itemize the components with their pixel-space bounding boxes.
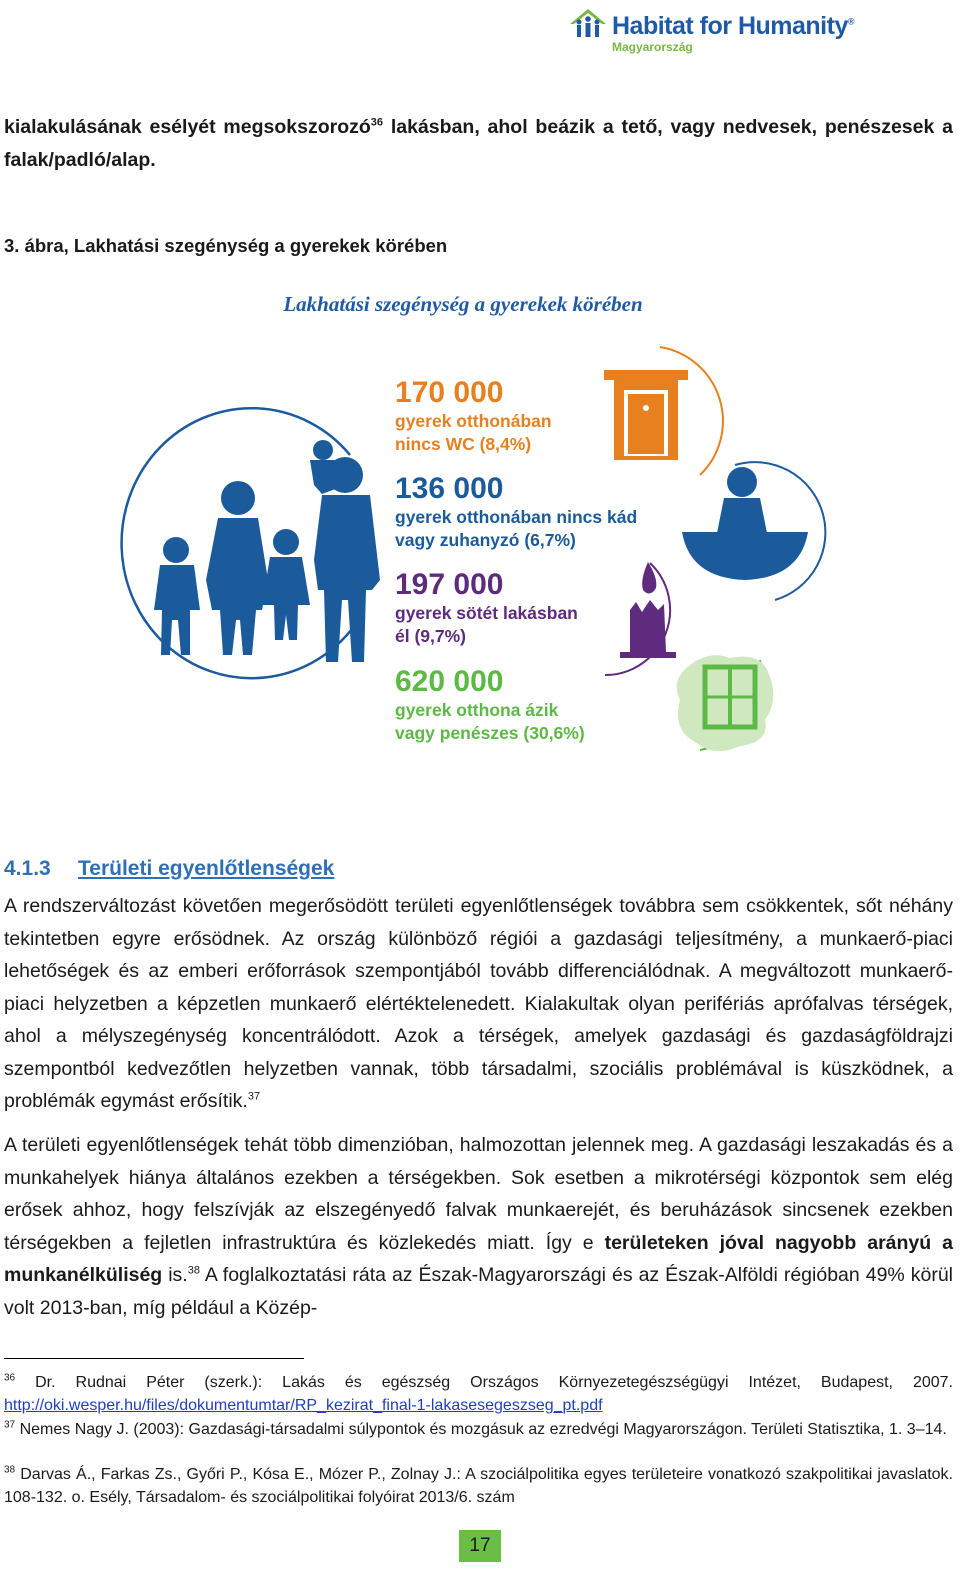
house-people-icon xyxy=(568,6,608,46)
habitat-logo xyxy=(568,6,878,58)
stat-damp-home: 620 000 gyerek otthona ázik vagy penészes (30,6%) xyxy=(395,665,585,743)
intro-paragraph: kialakulásának esélyét megsokszorozó$^{36}$ lakásban, ahol beázik a tető, vagy nedvesek, penészesek a falak/padló/alap. xyxy=(4,116,953,171)
body-paragraph-1: A rendszerváltozást követően megerősödött területi egyenlőtlenségek továbbra sem csökkentek, sőt néhány tekintetben egyre erősödnek. Az ország különböző régiói a gazdasági teljesítmény, a munkaerő-piaci lehetőségek és az emberi erőforrások szempontjából tovább differenciálódnak. A megváltozott munkaerő-piaci helyzetben a képzetlen munkaerő elértéktelenedett. Kialakultak olyan perifériás aprófalvas térségek, ahol a mélyszegénység koncentrálódott. Azok a térségek, amelyek gazdasági és gazdaságföldrajzi szempontból kedvezőtlen helyzetben vannak, több társadalmi, szociális problémával is küszködnek, a problémák egymást erősítik.$^{37}$ xyxy=(4,895,953,1112)
body-paragraph-2: A területi egyenlőtlenségek tehát több dimenzióban, halmozottan jelennek meg. A gazdasági leszakadás és a munkahelyek hiánya általános ezekben a térségekben. Sok esetben a mikrotérségi központok sem elég erősek ahhoz, hogy felszívják az elszegényedő falvak munkaerejét, és beruházások sincsenek ezekben térségekben a fejletlen infrastruktúra és közlekedés miatt. Így e területeken jóval nagyobb arányú a munkanélküliség is.$^{38}$ A foglalkoztatási ráta az Észak-Magyarországi és az Észak-Alföldi régióban 49% körül volt 2013-ban, míg például a Közép- xyxy=(4,1134,954,1319)
footnote-link[interactable]: http://oki.wesper.hu/files/dokumentumtar/RP_kezirat_final-1-lakasesegeszseg_pt.pdf xyxy=(4,1397,603,1414)
toilet-door-icon xyxy=(604,347,723,475)
infographic-title: Lakhatási szegénység a gyerekek körében xyxy=(283,292,643,316)
footnote-36: $^{36}$ Dr. Rudnai Péter (szerk.): Lakás és egészség Országos Környezetegészségügyi Intézet, Budapest, 2007. http://oki.wesper.hu/files/dokumentumtar/RP_kezirat_final-1-lakasesegeszseg_pt.pdf xyxy=(4,1372,953,1414)
footnote-38: $^{38}$ Darvas Á., Farkas Zs., Győri P., Kósa E., Mózer P., Zolnay J.: A szociálpolitika egyes területeire vonatkozó szakpolitikai javaslatok. 108-132. o. Esély, Társadalom- és szociálpolitikai folyóirat 2013/6. szám xyxy=(4,1464,953,1506)
family-icon xyxy=(122,408,380,678)
figure-caption: 3. ábra, Lakhatási szegénység a gyerekek körében xyxy=(4,235,448,256)
stat-no-bath: 136 000 gyerek otthonában nincs kád vagy zuhanyzó (6,7%) xyxy=(395,472,638,550)
stat-no-wc: 170 000 gyerek otthonában nincs WC (8,4%) xyxy=(395,376,552,454)
stat-dark-home: 197 000 gyerek sötét lakásban él (9,7%) xyxy=(395,568,578,646)
footnote-separator xyxy=(4,1358,304,1359)
mold-window-icon xyxy=(677,655,774,751)
page-number: 17 xyxy=(459,1530,501,1562)
baby-bath-icon xyxy=(682,462,825,600)
infographic xyxy=(0,280,960,800)
footnote-37: $^{37}$ Nemes Nagy J. (2003): Gazdasági-társadalmi súlypontok és mozgásuk az ezredvégi Magyarországon. Területi Statisztika, 1. 3–14. xyxy=(4,1419,947,1438)
logo-subtitle: Magyarország xyxy=(612,40,693,54)
logo-title: Habitat for Humanity® xyxy=(612,12,854,40)
candle-icon xyxy=(605,562,676,675)
section-heading: 4.1.3 Területi egyenlőtlenségek xyxy=(4,857,335,880)
